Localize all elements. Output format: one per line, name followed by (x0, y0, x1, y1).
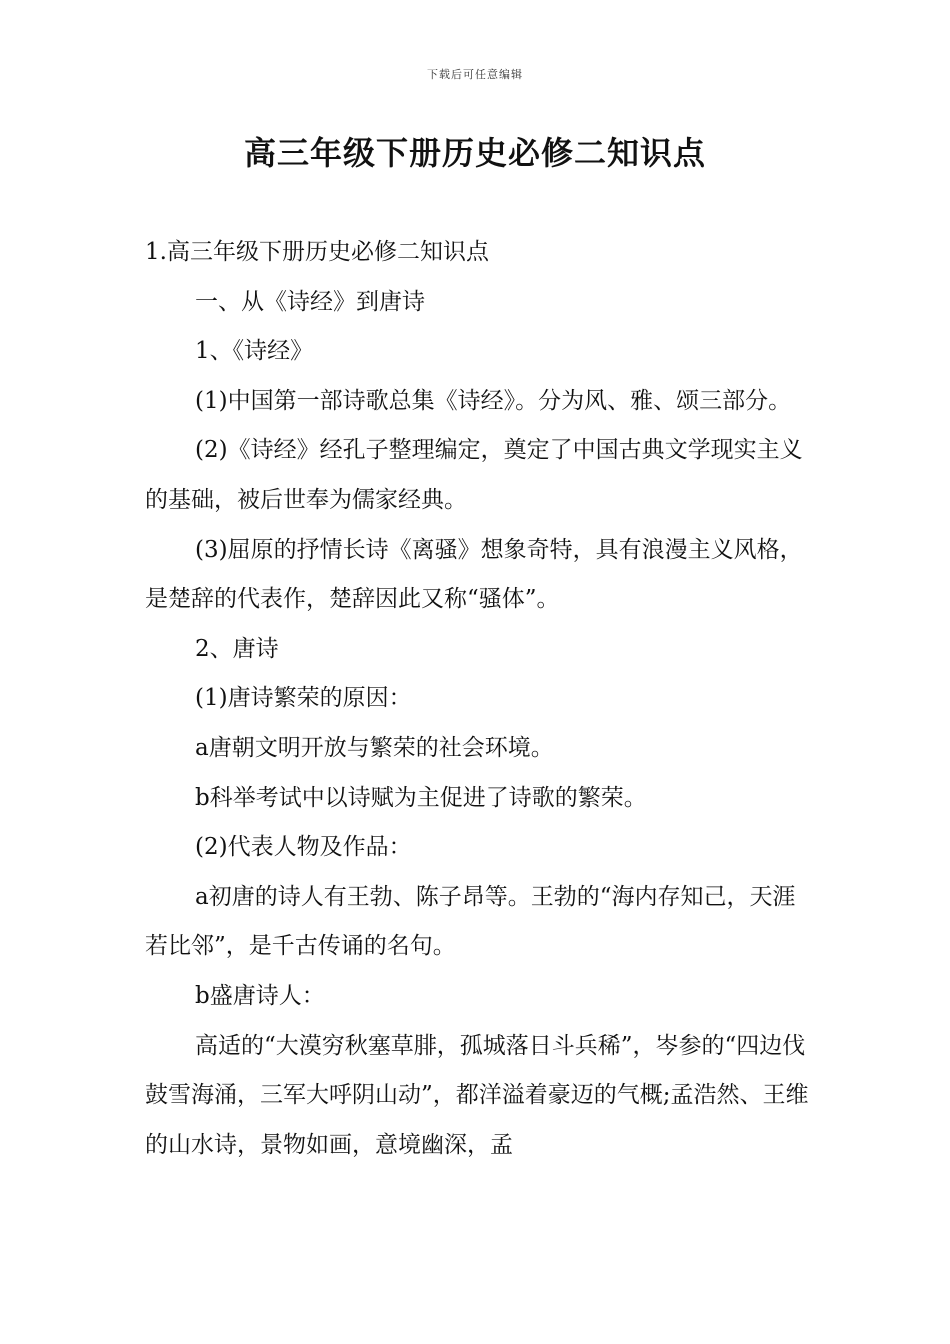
section-heading: 1.高三年级下册历史必修二知识点 (145, 239, 489, 265)
paragraph: (2)《诗经》经孔子整理编定，奠定了中国古典文学现实主义的基础，被后世奉为儒家经典。 (145, 437, 803, 513)
paragraph: (1)中国第一部诗歌总集《诗经》。分为风、雅、颂三部分。 (195, 387, 792, 414)
paragraph: (1)唐诗繁荣的原因： (195, 685, 412, 712)
paragraph: 高适的“大漠穷秋塞草腓，孤城落日斗兵稀”，岑参的“四边伐鼓雪海涌，三军大呼阴山动”，都洋溢着豪迈的气概;孟浩然、王维的山水诗，景物如画，意境幽深，孟 (145, 1032, 809, 1158)
list-item: b科举考试中以诗赋为主促进了诗歌的繁荣。 (195, 784, 647, 811)
list-item: b盛唐诗人： (195, 982, 325, 1009)
list-item: a初唐的诗人有王勃、陈子昂等。王勃的“海内存知己，天涯若比邻”，是千古传诵的名句。 (145, 883, 796, 960)
subsection-heading: 2、唐诗 (195, 635, 279, 662)
paragraph: (2)代表人物及作品： (195, 834, 412, 861)
chapter-heading: 一、从《诗经》到唐诗 (195, 288, 425, 315)
subsection-heading: 1、《诗经》 (195, 338, 314, 365)
header-note: 下载后可任意编辑 (427, 68, 523, 81)
document-body (145, 228, 810, 1170)
document-title: 高三年级下册历史必修二知识点 (243, 134, 706, 172)
paragraph: (3)屈原的抒情长诗《离骚》想象奇特，具有浪漫主义风格，是楚辞的代表作，楚辞因此又称“骚体”。 (145, 536, 803, 613)
list-item: a唐朝文明开放与繁荣的社会环境。 (195, 734, 554, 761)
